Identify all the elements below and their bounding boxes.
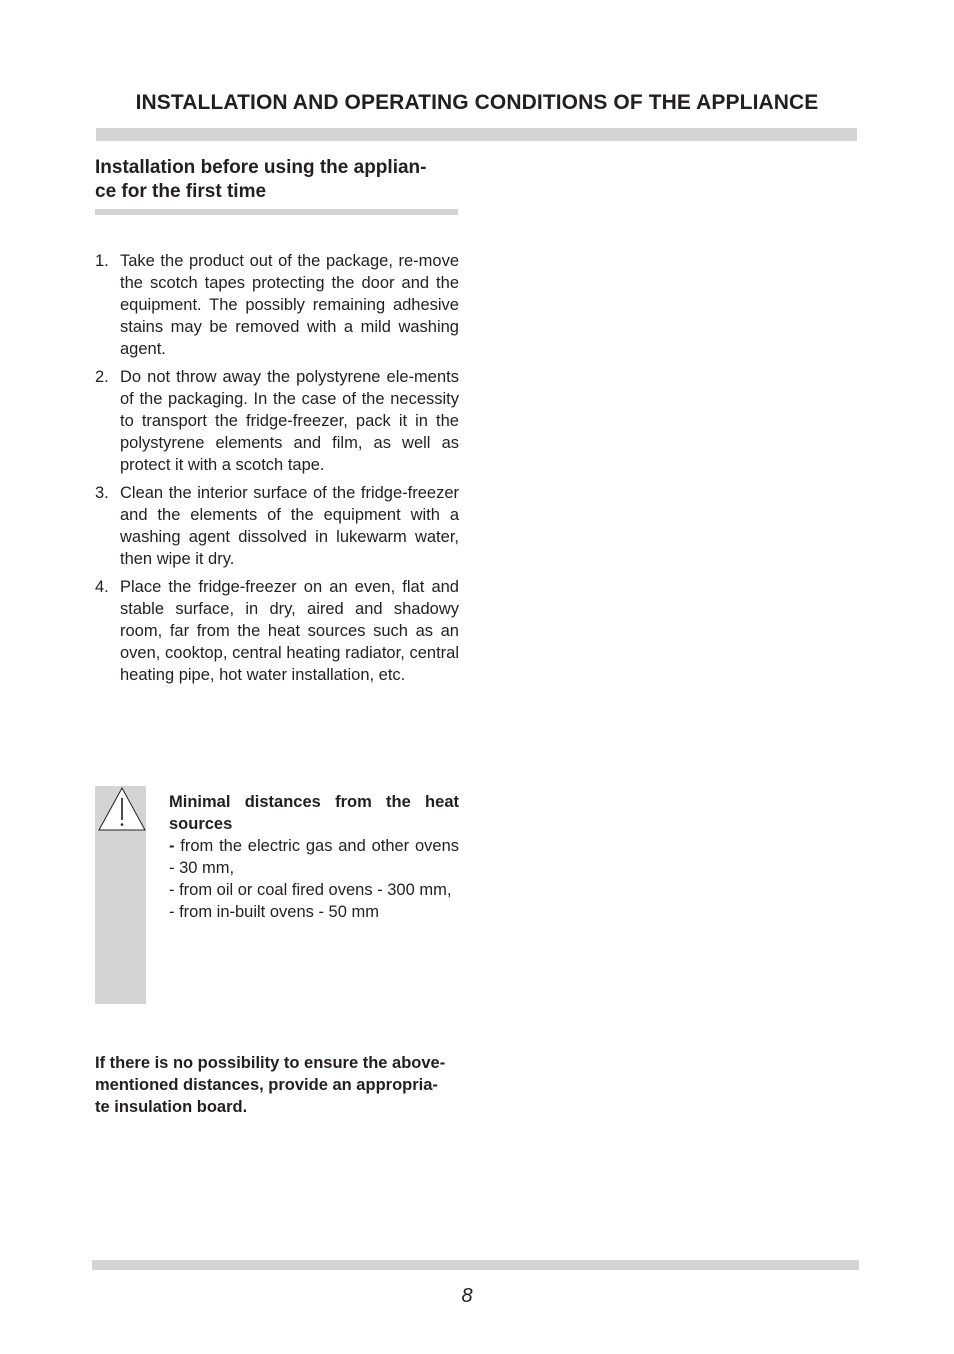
installation-steps-list (95, 250, 459, 692)
step-text: Take the product out of the package, re-move the scotch tapes protecting the door and the equipment. The possibly remaining adhesive stains may be removed with a mild washing agent. (120, 252, 459, 358)
step-number: 4. (95, 578, 109, 596)
distance-electric-ovens (169, 835, 459, 879)
list-item (95, 576, 459, 686)
list-item (95, 250, 459, 360)
title-divider (96, 128, 857, 141)
warning-title: Minimal distances from the heat sources (169, 793, 459, 833)
distance-electric-ovens-text: from the electric gas and other ovens - 30 mm, (169, 837, 459, 877)
page-number: 8 (461, 1285, 473, 1307)
section-heading-line-2: ce for the first time (95, 181, 267, 202)
dash: - (169, 837, 175, 855)
insulation-note-line-1: If there is no possibility to ensure the above- (95, 1054, 446, 1072)
warning-distances (169, 791, 459, 923)
list-item (95, 366, 459, 476)
insulation-note-line-2: mentioned distances, provide an appropria- (95, 1076, 438, 1094)
step-text: Do not throw away the polystyrene ele-ments of the packaging. In the case of the necessity to transport the fridge-freezer, pack it in the polystyrene elements and film, as well as protect it with a scotch tape. (120, 368, 459, 474)
insulation-note (95, 1052, 459, 1118)
footer-divider (92, 1260, 859, 1270)
page-title: INSTALLATION AND OPERATING CONDITIONS OF THE APPLIANCE (135, 91, 819, 114)
distance-oil-coal-ovens: - from oil or coal fired ovens - 300 mm, (169, 881, 452, 899)
step-text: Place the fridge-freezer on an even, flat and stable surface, in dry, aired and shadowy room, far from the heat sources such as an oven, cooktop, central heating radiator, central heating pipe, hot water installation, etc. (120, 578, 459, 684)
section-heading-line-1: Installation before using the applian- (95, 157, 427, 178)
step-number: 1. (95, 252, 109, 270)
distance-inbuilt-ovens: - from in-built ovens - 50 mm (169, 903, 379, 921)
step-text: Clean the interior surface of the fridge-freezer and the elements of the equipment with a washing agent dissolved in lukewarm water, then wipe it dry. (120, 484, 459, 568)
step-number: 3. (95, 484, 109, 502)
section-divider (95, 209, 458, 215)
step-number: 2. (95, 368, 109, 386)
section-heading (95, 156, 457, 204)
list-item (95, 482, 459, 570)
warning-triangle-icon (97, 786, 147, 832)
insulation-note-line-3: te insulation board. (95, 1098, 248, 1116)
